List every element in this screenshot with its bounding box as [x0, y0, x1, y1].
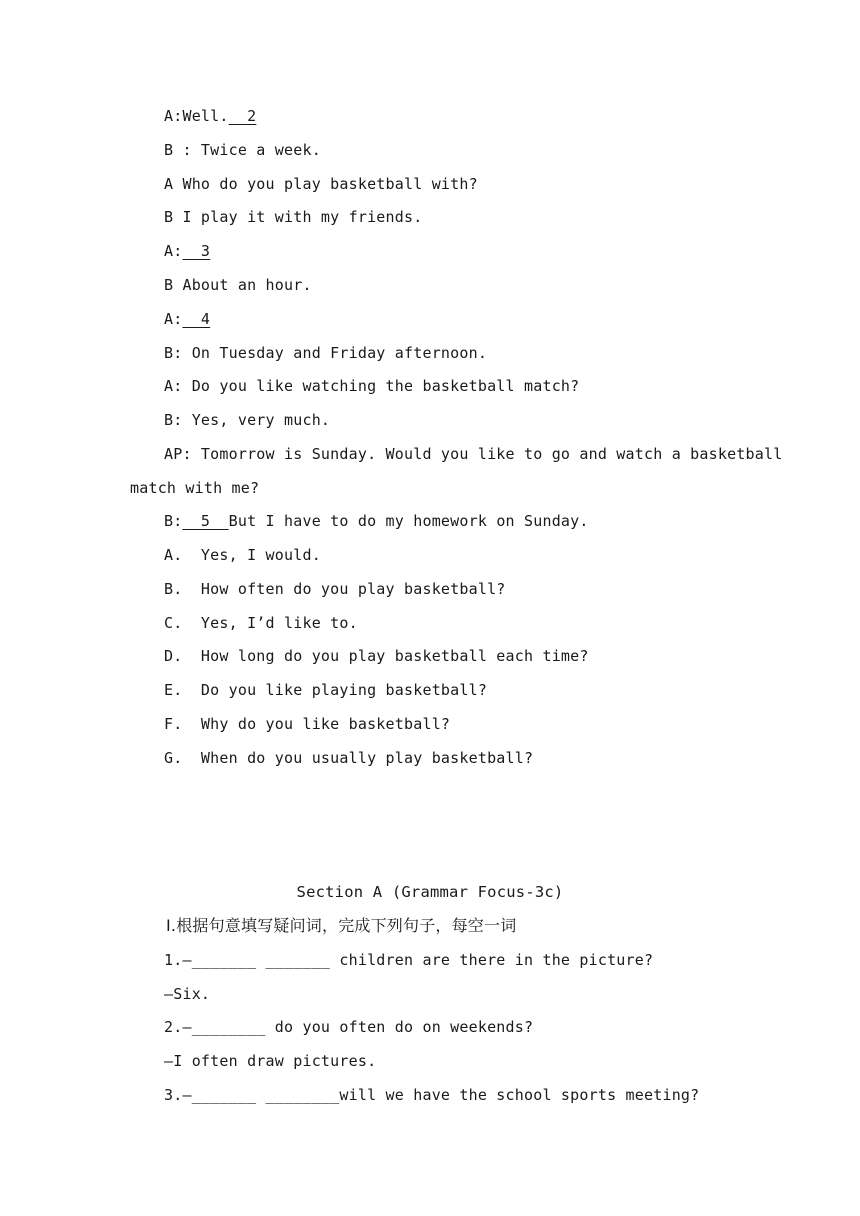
dialogue-line-1 [164, 106, 256, 126]
dialogue-line-12 [164, 511, 589, 531]
option-e: E. Do you like playing basketball? [164, 681, 488, 699]
dialogue-line-9: A: Do you like watching the basketball match? [164, 377, 580, 395]
dialogue-line-10: B: Yes, very much. [164, 411, 331, 429]
exercise-instruction: Ⅰ.根据句意填写疑问词，完成下列句子，每空一词 [166, 916, 517, 935]
answer-blank-3: 3 [182, 242, 211, 260]
question-1: 1.—_______ _______ children are there in the picture? [164, 951, 654, 969]
option-a: A. Yes, I would. [164, 546, 321, 564]
speaker-text: A: [164, 310, 183, 328]
dialogue-text: But I have to do my homework on Sunday. [228, 512, 589, 530]
question-3: 3.—_______ ________will we have the school sports meeting? [164, 1086, 700, 1104]
answer-blank-2: 2 [228, 107, 257, 125]
option-f: F. Why do you like basketball? [164, 715, 451, 733]
dialogue-line-2: B : Twice a week. [164, 141, 321, 159]
speaker-text: A: [164, 242, 183, 260]
dialogue-line-5 [164, 241, 210, 261]
speaker-text: A:Well. [164, 107, 229, 125]
answer-1: —Six. [164, 985, 211, 1003]
dialogue-line-8: B: On Tuesday and Friday afternoon. [164, 344, 488, 362]
answer-blank-5: 5 [182, 512, 229, 530]
option-b: B. How often do you play basketball? [164, 580, 506, 598]
dialogue-line-11a: AP: Tomorrow is Sunday. Would you like to go and watch a basketball [164, 445, 783, 463]
dialogue-line-7 [164, 309, 210, 329]
dialogue-line-4: B I play it with my friends. [164, 208, 423, 226]
dialogue-line-11b: match with me? [130, 479, 260, 497]
option-g: G. When do you usually play basketball? [164, 749, 534, 767]
option-d: D. How long do you play basketball each time? [164, 647, 589, 665]
answer-2: —I often draw pictures. [164, 1052, 377, 1070]
dialogue-line-3: A Who do you play basketball with? [164, 175, 478, 193]
dialogue-line-6: B About an hour. [164, 276, 312, 294]
answer-blank-4: 4 [182, 310, 211, 328]
option-c: C. Yes, I’d like to. [164, 614, 358, 632]
speaker-text: B: [164, 512, 183, 530]
question-2: 2.—________ do you often do on weekends? [164, 1018, 534, 1036]
section-title: Section A (Grammar Focus-3c) [296, 883, 564, 901]
